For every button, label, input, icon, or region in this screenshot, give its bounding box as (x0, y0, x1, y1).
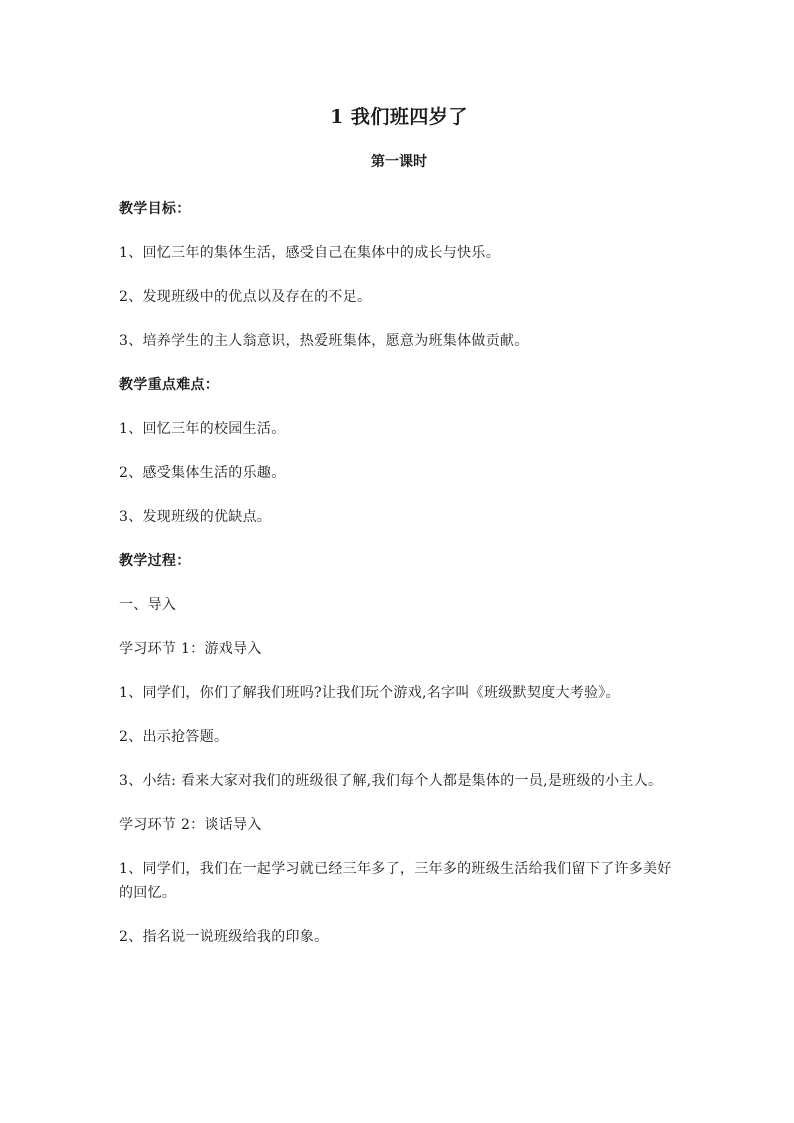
keypoint-item: 2、感受集体生活的乐趣。 (119, 465, 286, 481)
keypoints-heading: 教学重点难点： (119, 377, 220, 393)
goal-item: 2、发现班级中的优点以及存在的不足。 (119, 289, 372, 305)
goal-item: 3、培养学生的主人翁意识，热爱班集体，愿意为班集体做贡献。 (119, 333, 529, 349)
learning-link-item: 1、同学们，你们了解我们班吗?让我们玩个游戏,名字叫《班级默契度大考验》。 (119, 685, 620, 701)
keypoint-item: 3、发现班级的优缺点。 (119, 509, 272, 525)
learning-link-item: 3、小结: 看来大家对我们的班级很了解,我们每个人都是集体的一员,是班级的小主人。 (119, 773, 663, 789)
learning-link-item: 2、出示抢答题。 (119, 729, 229, 745)
process-part-heading: 一、导入 (119, 597, 177, 613)
learning-link-item: 1、同学们，我们在一起学习就已经三年多了，三年多的班级生活给我们留下了许多美好的回忆。 (119, 861, 672, 901)
goals-heading: 教学目标： (119, 201, 191, 217)
document-title: 1 我们班四岁了 (330, 106, 468, 128)
learning-link-heading: 学习环节 2：谈话导入 (119, 817, 262, 833)
process-heading: 教学过程： (119, 553, 191, 569)
lesson-period: 第一课时 (371, 154, 427, 170)
learning-link-heading: 学习环节 1：游戏导入 (119, 641, 262, 657)
goal-item: 1、回忆三年的集体生活，感受自己在集体中的成长与快乐。 (119, 245, 501, 261)
document-body (119, 100, 679, 949)
learning-link-item: 2、指名说一说班级给我的印象。 (119, 929, 329, 945)
keypoint-item: 1、回忆三年的校园生活。 (119, 421, 286, 437)
